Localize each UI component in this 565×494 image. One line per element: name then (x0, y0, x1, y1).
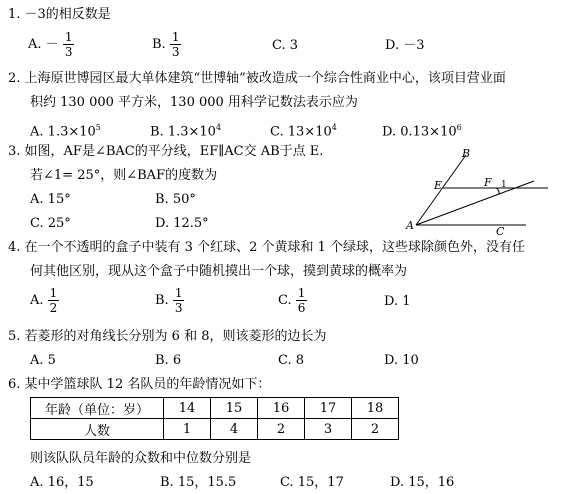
q5-option-c: C. 8 (278, 353, 305, 368)
table-cell: 人数 (31, 419, 164, 440)
label-b: B (462, 147, 471, 160)
question-6-after-text: 则该队队员年龄的众数和中位数分别是 (30, 451, 252, 466)
q4-option-c: C. $\frac{1}{6}$ (278, 286, 306, 315)
q2-option-a: A. $1.3\times 10^5$ (30, 123, 101, 140)
q5-option-b: B. 6 (155, 353, 182, 368)
q2-option-d: D. $0.13\times 10^6$ (382, 123, 462, 140)
q4-option-b: B. $\frac{1}{3}$ (155, 286, 183, 315)
table-header-cell: 17 (305, 398, 352, 419)
question-1-stem: 1. －3的相反数是 (8, 7, 111, 22)
question-2-stem-line2: 积约 130 000 平方米，130 000 用科学记数法表示应为 (30, 95, 358, 110)
question-4-stem-line1: 4. 在一个不透明的盒子中装有 3 个红球、2 个黄球和 1 个绿球，这些球除颜色外，没有任 (8, 240, 526, 255)
label-e: E (434, 179, 443, 192)
q3-option-a: A. 15° (30, 192, 71, 207)
q1-option-d: D. －3 (385, 38, 425, 53)
q6-option-b: B. 15，15.5 (160, 475, 237, 490)
table-row (31, 398, 399, 419)
q3-option-b: B. 50° (155, 192, 196, 207)
question-3-stem-line2: 若∠1= 25°，则∠BAF的度数为 (30, 168, 218, 183)
table-header-cell: 18 (352, 398, 399, 419)
table-cell: 2 (258, 419, 305, 440)
q2-option-c: C. $13\times 10^4$ (270, 123, 337, 140)
label-c: C (496, 225, 505, 237)
q1-option-a: A. － $\frac{1}{3}$ (28, 30, 73, 59)
table-row (31, 419, 399, 440)
question-2-stem-line1: 2. 上海原世博园区最大单体建筑“世博轴”被改造成一个综合性商业中心，该项目营业面 (8, 71, 506, 86)
q6-option-c: C. 15，17 (280, 475, 344, 490)
table-cell: 2 (352, 419, 399, 440)
q1-option-c: C. 3 (272, 38, 299, 53)
geometry-figure (404, 145, 554, 237)
question-3-stem-line1: 3. 如图，AF是∠BAC的平分线，EF∥AC交 AB于点 E. (8, 144, 324, 159)
label-f: F (484, 176, 492, 189)
q4-option-d: D. 1 (384, 294, 411, 309)
question-5-stem: 5. 若菱形的对角线长分别为 6 和 8，则该菱形的边长为 (8, 329, 327, 344)
table-header-cell: 16 (258, 398, 305, 419)
question-6-stem: 6. 某中学篮球队 12 名队员的年龄情况如下： (8, 377, 271, 392)
q2-option-b: B. $1.3\times 10^4$ (150, 123, 222, 140)
question-4-stem-line2: 何其他区别，现从这个盒子中随机摸出一个球，摸到黄球的概率为 (30, 264, 408, 279)
table-header-cell: 14 (164, 398, 211, 419)
q3-option-d: D. 12.5° (155, 216, 209, 231)
age-table (30, 397, 399, 440)
table-header-cell: 年龄（单位：岁） (31, 398, 164, 419)
label-angle-1: 1 (501, 180, 507, 190)
table-header-cell: 15 (211, 398, 258, 419)
q6-option-d: D. 15，16 (390, 475, 455, 490)
q1-option-b: B. $\frac{1}{3}$ (152, 30, 180, 59)
angle-1-arc (496, 188, 499, 194)
q5-option-a: A. 5 (30, 353, 56, 368)
table-cell: 3 (305, 419, 352, 440)
table-cell: 4 (211, 419, 258, 440)
q4-option-a: A. $\frac{1}{2}$ (30, 286, 58, 315)
q3-option-c: C. 25° (30, 216, 71, 231)
q6-option-a: A. 16，15 (30, 475, 94, 490)
table-cell: 1 (164, 419, 211, 440)
q5-option-d: D. 10 (384, 353, 419, 368)
label-a: A (406, 219, 414, 232)
